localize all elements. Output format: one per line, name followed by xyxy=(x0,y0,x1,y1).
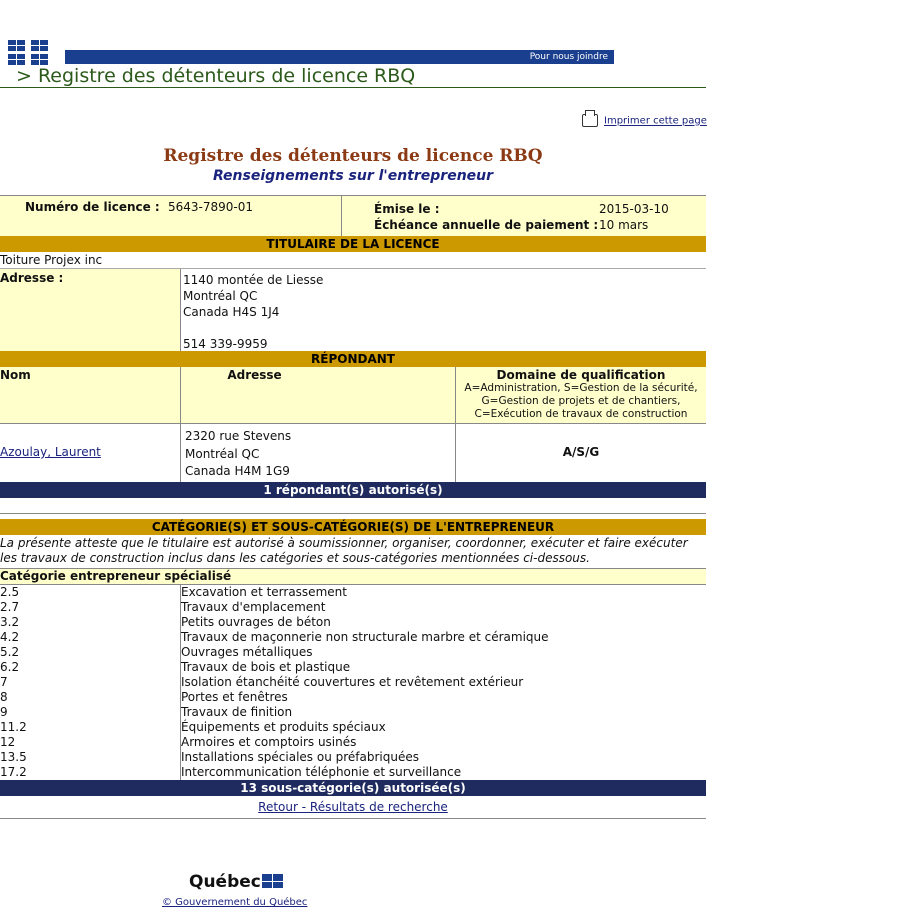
column-divider xyxy=(180,269,181,351)
category-code: 7 xyxy=(0,675,8,689)
category-code: 12 xyxy=(0,735,16,749)
category-label: Installations spéciales ou préfabriquées xyxy=(181,750,419,764)
category-label: Portes et fenêtres xyxy=(181,690,288,704)
respondent-section-header: RÉPONDANT xyxy=(0,351,706,367)
page-title: Registre des détenteurs de licence RBQ xyxy=(163,146,543,166)
category-code: 4.2 xyxy=(0,630,20,644)
respondent-address-line: Montréal QC xyxy=(185,446,260,461)
category-row xyxy=(0,705,706,720)
category-row xyxy=(0,765,706,780)
page-subtitle: Renseignements sur l'entrepreneur xyxy=(212,168,494,184)
respondent-col-name: Nom xyxy=(0,368,31,382)
license-details xyxy=(0,195,706,819)
quebec-flag-icon xyxy=(8,54,25,65)
category-row xyxy=(0,660,706,675)
holder-name: Toiture Projex inc xyxy=(0,253,103,267)
holder-address-line: Montréal QC xyxy=(183,289,258,303)
categories-statement: La présente atteste que le titulaire est autorisé à soumissionner, organiser, coordonner, exécuter et faire exécuter les travaux de construction inclus dans les catégories et sous-catégories mentionnées ci-dessous. xyxy=(0,535,706,569)
respondent-address-line: Canada H4M 1G9 xyxy=(185,464,290,478)
category-code: 6.2 xyxy=(0,660,20,674)
domain-legend-line: A=Administration, S=Gestion de la sécurité, xyxy=(464,382,698,394)
category-label: Travaux d'emplacement xyxy=(181,600,326,614)
quebec-logo-text: Québec xyxy=(189,872,261,892)
print-link-group[interactable] xyxy=(582,114,707,127)
respondent-address xyxy=(185,428,291,481)
respondent-summary: 1 répondant(s) autorisé(s) xyxy=(0,482,706,498)
issued-label: Émise le : xyxy=(374,202,440,216)
category-label: Intercommunication téléphonie et surveillance xyxy=(181,765,462,779)
category-label: Travaux de finition xyxy=(181,705,293,719)
government-link[interactable]: © Gouvernement du Québec xyxy=(162,897,308,908)
category-row xyxy=(0,645,706,660)
category-group-title: Catégorie entrepreneur spécialisé xyxy=(0,569,706,585)
category-row xyxy=(0,630,706,645)
quebec-flag-icon xyxy=(31,54,48,65)
print-link[interactable]: Imprimer cette page xyxy=(604,115,707,127)
category-label: Travaux de bois et plastique xyxy=(181,660,351,674)
license-number-value: 5643-7890-01 xyxy=(168,200,254,214)
category-row xyxy=(0,600,706,615)
title-divider xyxy=(0,87,706,88)
holder-phone: 514 339-9959 xyxy=(183,337,268,351)
category-row xyxy=(0,750,706,765)
category-code: 3.2 xyxy=(0,615,20,629)
category-code: 11.2 xyxy=(0,720,27,734)
category-label: Équipements et produits spéciaux xyxy=(181,720,386,734)
category-row xyxy=(0,675,706,690)
category-code: 13.5 xyxy=(0,750,27,764)
categories-section-header: CATÉGORIE(S) ET SOUS-CATÉGORIE(S) DE L'ENTREPRENEUR xyxy=(0,519,706,535)
holder-address-label: Adresse : xyxy=(0,269,180,351)
category-row xyxy=(0,720,706,735)
holder-address-line: Canada H4S 1J4 xyxy=(183,305,280,319)
due-value: 10 mars xyxy=(599,218,649,232)
respondent-col-domain xyxy=(456,368,706,421)
respondent-header-row xyxy=(0,367,706,424)
category-code: 5.2 xyxy=(0,645,20,659)
respondent-address-line: 2320 rue Stevens xyxy=(185,429,292,443)
license-number-label: Numéro de licence : xyxy=(25,200,160,214)
category-label: Isolation étanchéité couvertures et revêtement extérieur xyxy=(181,675,524,689)
category-row xyxy=(0,735,706,750)
categories-summary: 13 sous-catégorie(s) autorisée(s) xyxy=(0,780,706,796)
category-code: 2.5 xyxy=(0,585,20,599)
domain-legend-line: G=Gestion de projets et de chantiers, xyxy=(481,395,681,407)
category-list xyxy=(0,585,706,780)
category-label: Travaux de maçonnerie non structurale marbre et céramique xyxy=(181,630,549,644)
respondent-col-address: Adresse xyxy=(227,368,282,382)
category-row xyxy=(0,690,706,705)
holder-address-line: 1140 montée de Liesse xyxy=(183,273,324,287)
holder-address-row xyxy=(0,269,706,351)
domain-legend-line: C=Exécution de travaux de construction xyxy=(474,408,688,420)
respondent-domains: A/S/G xyxy=(562,445,600,459)
category-label: Petits ouvrages de béton xyxy=(181,615,331,629)
respondent-name-link[interactable]: Azoulay, Laurent xyxy=(0,445,101,459)
column-divider xyxy=(180,424,181,482)
category-row xyxy=(0,615,706,630)
column-divider xyxy=(341,196,342,236)
quebec-logo xyxy=(189,872,283,892)
back-link-row xyxy=(0,796,706,819)
holder-section-header: TITULAIRE DE LA LICENCE xyxy=(0,236,706,252)
quebec-flag-icon xyxy=(31,40,48,51)
license-info-row xyxy=(0,195,706,236)
category-code: 2.7 xyxy=(0,600,20,614)
category-row xyxy=(0,585,706,600)
printer-icon[interactable] xyxy=(582,114,598,127)
category-label: Armoires et comptoirs usinés xyxy=(181,735,357,749)
back-to-results-link[interactable]: Retour - Résultats de recherche xyxy=(258,800,448,814)
site-title: > Registre des détenteurs de licence RBQ xyxy=(16,65,416,87)
top-banner xyxy=(65,50,614,64)
contact-link[interactable]: Pour nous joindre xyxy=(529,52,608,62)
category-label: Ouvrages métalliques xyxy=(181,645,313,659)
due-label: Échéance annuelle de paiement : xyxy=(374,218,599,232)
category-label: Excavation et terrassement xyxy=(181,585,347,599)
category-code: 17.2 xyxy=(0,765,27,779)
quebec-flag-icon xyxy=(8,40,25,51)
category-code: 9 xyxy=(0,705,8,719)
domain-heading: Domaine de qualification xyxy=(496,368,666,382)
gov-link-wrap xyxy=(162,897,307,908)
issued-value: 2015-03-10 xyxy=(599,202,669,216)
respondent-row xyxy=(0,424,706,482)
quebec-flag-icon xyxy=(262,874,283,888)
holder-address xyxy=(183,272,323,352)
section-spacer xyxy=(0,498,706,514)
category-code: 8 xyxy=(0,690,8,704)
holder-name-row xyxy=(0,252,706,269)
